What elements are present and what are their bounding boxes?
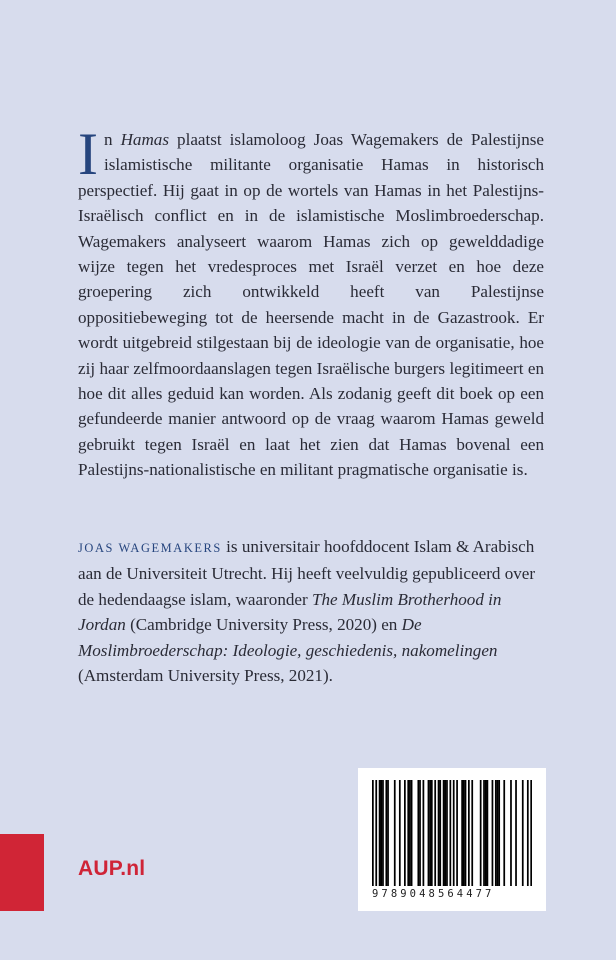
barcode-bar <box>461 780 463 886</box>
blurb-lead: n <box>103 130 121 149</box>
blurb-title: Hamas <box>120 130 169 149</box>
barcode-bar <box>375 780 377 886</box>
barcode-bars <box>372 780 532 886</box>
barcode-bar <box>465 780 467 886</box>
bio-text-3: (Amsterdam University Press, 2021). <box>78 666 333 686</box>
barcode-digits: 9789048564477 <box>372 888 495 900</box>
barcode-bar <box>423 780 425 886</box>
barcode-bar <box>431 780 433 886</box>
barcode-bar <box>444 780 446 886</box>
barcode-bar <box>439 780 441 886</box>
barcode-bar <box>485 780 487 886</box>
barcode-bar <box>382 780 384 886</box>
barcode-bar <box>438 780 440 886</box>
barcode-bar <box>487 780 489 886</box>
barcode-bar <box>463 780 465 886</box>
barcode-bar <box>492 780 494 886</box>
barcode-bar <box>409 780 411 886</box>
barcode-bar <box>497 780 499 886</box>
barcode-bar <box>428 780 430 886</box>
barcode-bar <box>530 780 532 886</box>
barcode-bar <box>498 780 500 886</box>
barcode-bar <box>456 780 458 886</box>
barcode-bar <box>510 780 512 886</box>
blurb-text: plaatst islamoloog Joas Wagemakers de Palestijnse islamistische militante organisatie Hamas in historisch perspectief. Hij gaat in op de wortels van Hamas in het Palestijns-Israëlisch conflict en in de islamistische Moslimbroederschap. Wagemakers analyseert waarom Hamas zich op gewelddadige wijze tegen het vredesproces met Israël verzet en hoe deze groepering zich ontwikkeld heeft van Palestijnse oppositiebeweging tot de heersende macht in de Gazastrook. Er wordt uitgebreid stilgestaan bij de ideologie van de organisatie, hoe zij haar zelfmoordaanslagen tegen Israëlische burgers legitimeert en hoe dit alles geduid kan worden. Als zodanig geeft dit boek op een gefundeerde manier antwoord op de vraag waarom Hamas geweld gebruikt tegen Israël en laat het zien dat Hamas bovenal een Palestijns-nationalistische en militant pragmatische organisatie is. <box>78 130 544 480</box>
barcode-bar <box>495 780 497 886</box>
barcode-bar <box>372 780 374 886</box>
barcode-bar <box>503 780 505 886</box>
barcode-bar <box>404 780 406 886</box>
barcode-bar <box>468 780 470 886</box>
barcode-bar <box>443 780 445 886</box>
barcode-bar <box>387 780 389 886</box>
bio-text-2: (Cambridge University Press, 2020) en <box>125 615 402 635</box>
bio-book-2: De Moslimbroederschap: Ideologie, geschiedenis, nakomelingen <box>78 615 498 660</box>
barcode-bar <box>471 780 473 886</box>
publisher-logo: AUP.nl <box>78 857 146 880</box>
barcode-bar <box>380 780 382 886</box>
barcode-bar <box>419 780 421 886</box>
bio-book-1: The Muslim Brotherhood in Jordan <box>78 589 502 635</box>
barcode-bar <box>379 780 381 886</box>
barcode-bar <box>480 780 482 886</box>
barcode-bar <box>527 780 529 886</box>
barcode-bar <box>385 780 387 886</box>
barcode-bar <box>407 780 409 886</box>
barcode-bar <box>453 780 455 886</box>
barcode-bar <box>483 780 485 886</box>
barcode-bar <box>446 780 448 886</box>
barcode-bar <box>394 780 396 886</box>
barcode <box>358 768 546 911</box>
author-bio <box>78 534 544 688</box>
barcode-bar <box>434 780 436 886</box>
barcode-bar <box>417 780 419 886</box>
barcode-bar <box>399 780 401 886</box>
barcode-bar <box>429 780 431 886</box>
barcode-bar <box>515 780 517 886</box>
barcode-bar <box>522 780 524 886</box>
drop-cap: I <box>78 121 98 187</box>
book-blurb <box>78 121 544 483</box>
barcode-bar <box>411 780 413 886</box>
barcode-bar <box>449 780 451 886</box>
bio-text-1: is universitair hoofddocent Islam & Arabisch aan de Universiteit Utrecht. Hij heeft veelvuldig gepubliceerd over de hedendaagse islam, waaronder <box>78 537 536 609</box>
publisher-red-tab <box>0 834 44 911</box>
author-name: JOAS WAGEMAKERS <box>78 541 222 555</box>
